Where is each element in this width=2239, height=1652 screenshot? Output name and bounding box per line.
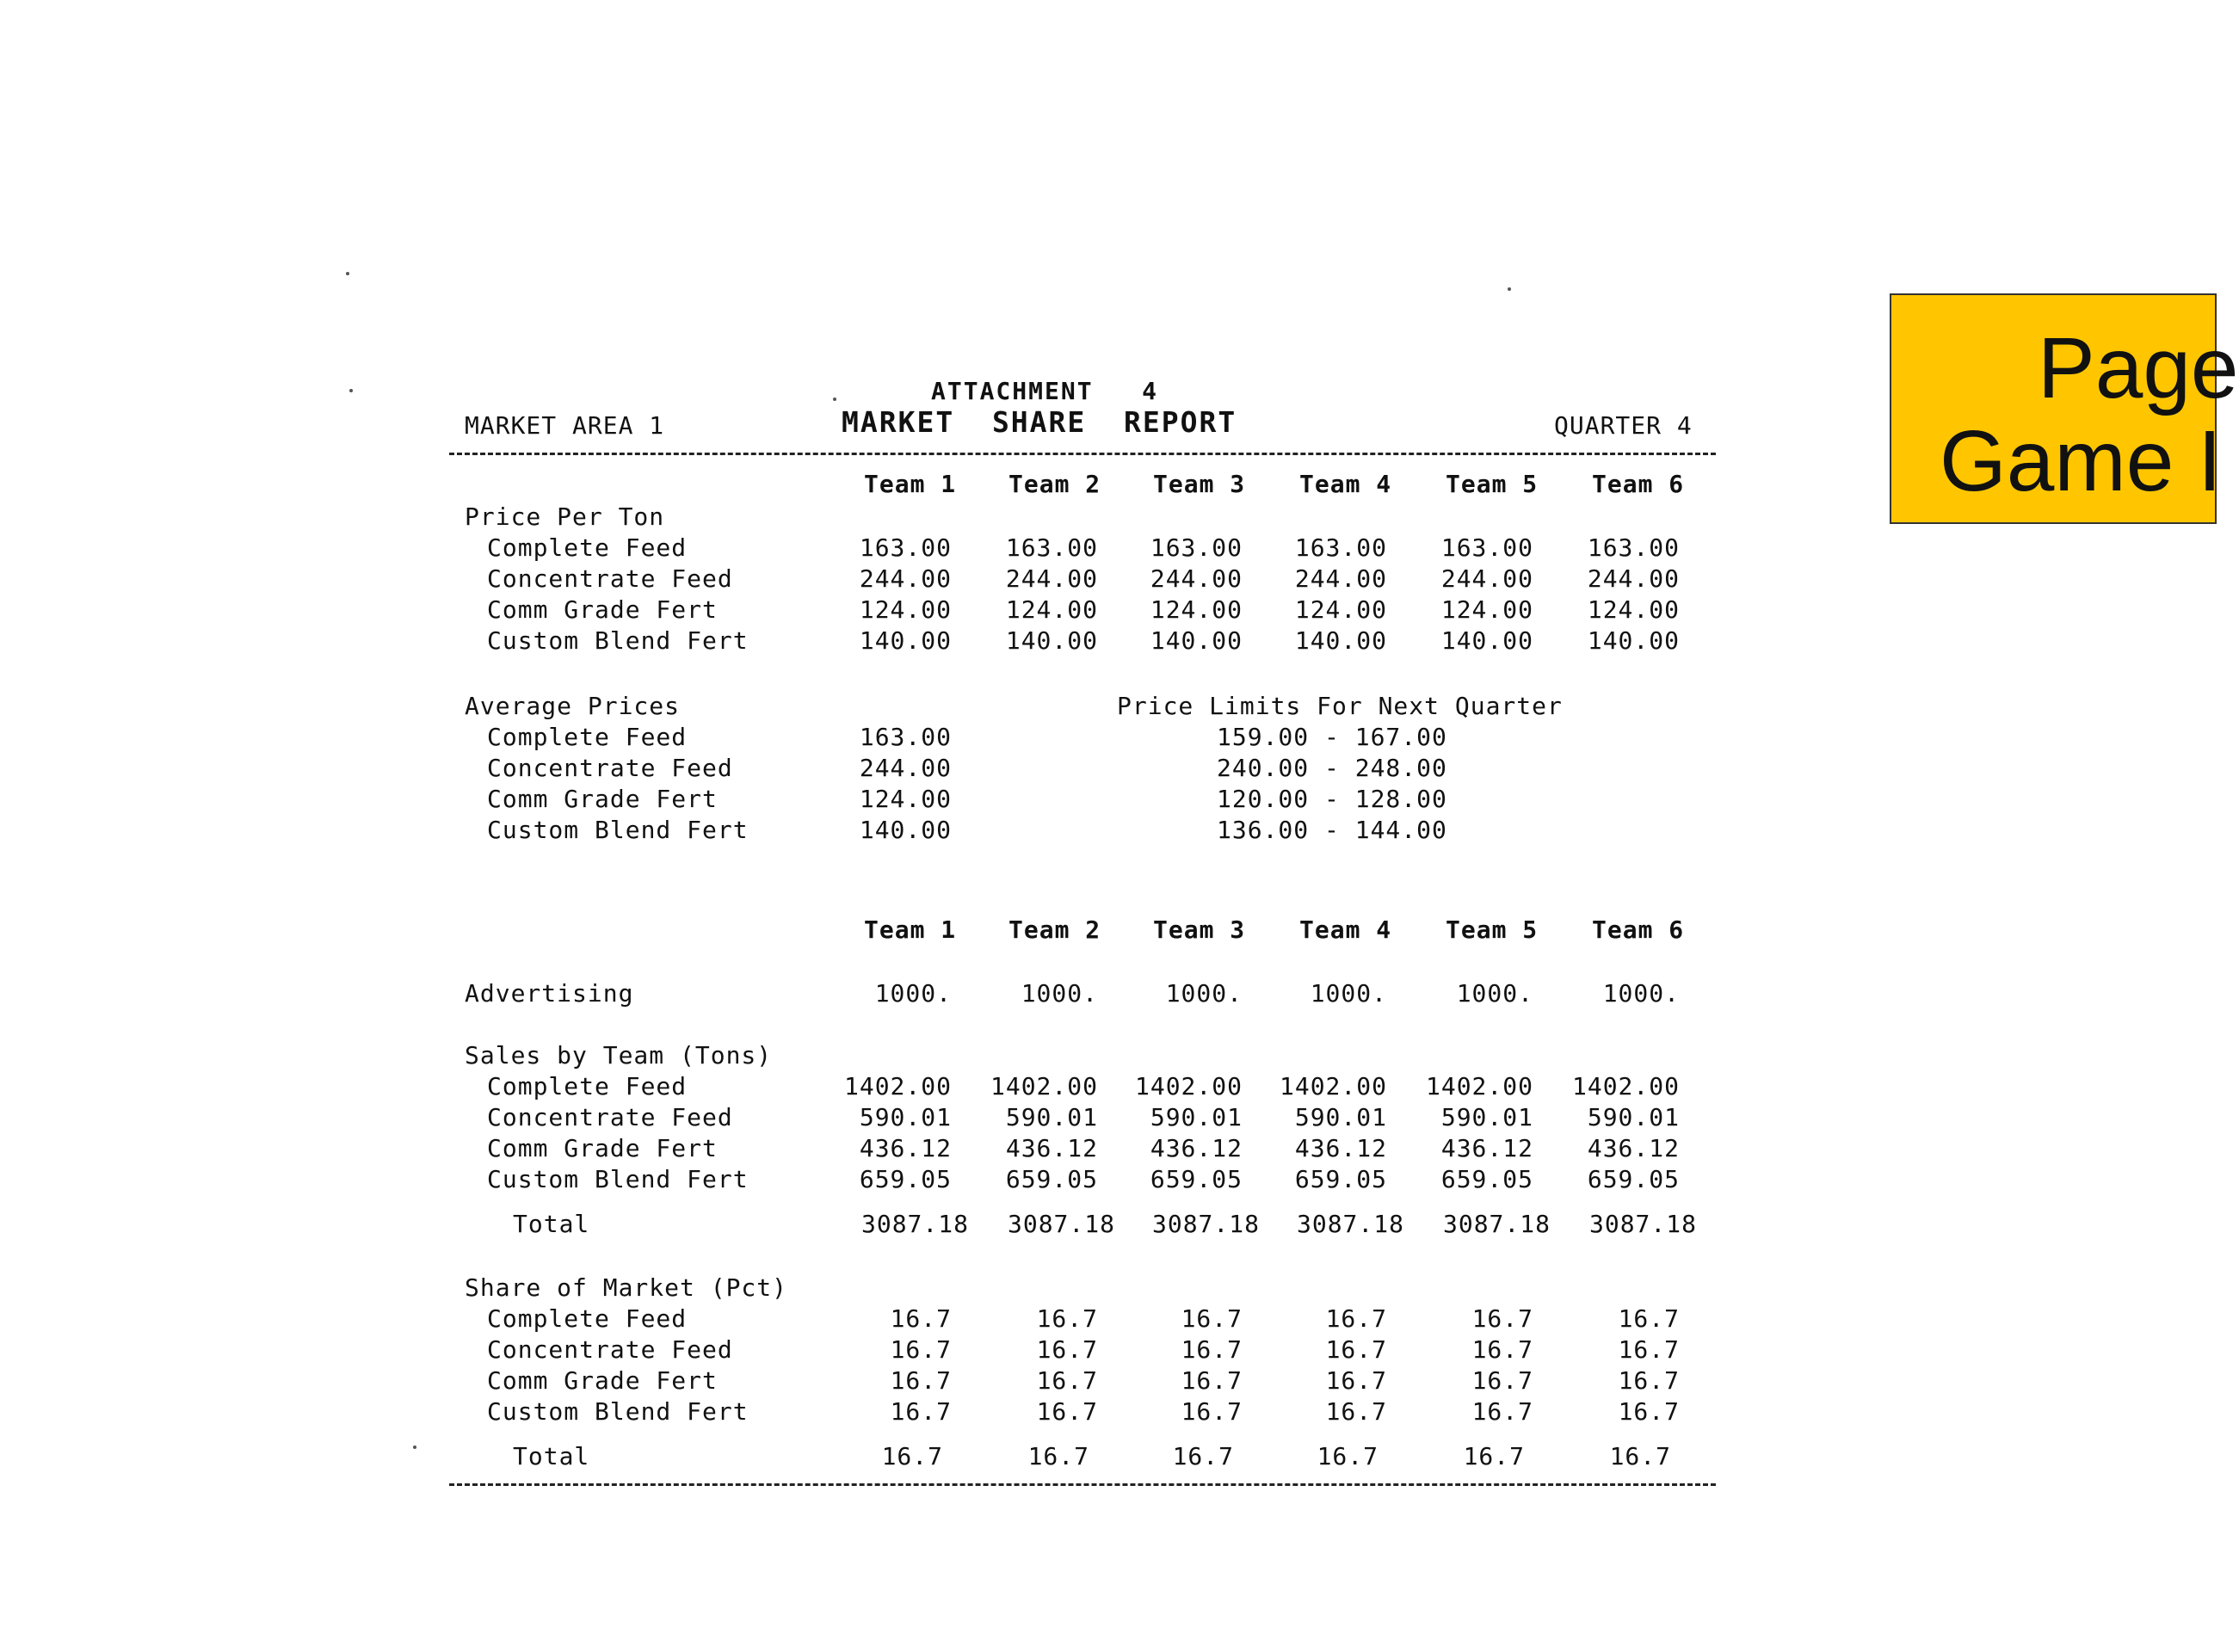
team-header-4: Team 4 — [1299, 915, 1392, 944]
cell-value: 124.00 — [1294, 595, 1387, 624]
market-area-label: MARKET AREA 1 — [465, 411, 665, 440]
team-header-5: Team 5 — [1446, 470, 1539, 498]
team-header-1: Team 1 — [864, 915, 957, 944]
avg-price-value: 244.00 — [859, 754, 952, 782]
cell-value: 124.00 — [1440, 595, 1533, 624]
cell-value: 16.7 — [1181, 1304, 1243, 1333]
share-total-label: Total — [513, 1442, 590, 1470]
cell-value: 140.00 — [1005, 626, 1098, 655]
row-label: Complete Feed — [487, 1072, 688, 1100]
cell-value: 1402.00 — [990, 1072, 1098, 1100]
price-per-ton-heading: Price Per Ton — [465, 502, 665, 531]
cell-value: 436.12 — [1005, 1134, 1098, 1162]
cell-value: 244.00 — [1150, 564, 1243, 593]
team-header-2: Team 2 — [1008, 915, 1101, 944]
team-header-6: Team 6 — [1592, 470, 1685, 498]
price-limits-heading: Price Limits For Next Quarter — [1117, 692, 1563, 720]
row-label: Comm Grade Fert — [487, 595, 718, 624]
cell-value: 659.05 — [1440, 1165, 1533, 1193]
scan-speck — [349, 389, 353, 392]
cell-value: 436.12 — [859, 1134, 952, 1162]
cell-value: 16.7 — [1036, 1397, 1098, 1426]
share-total-value: 16.7 — [1463, 1442, 1525, 1470]
sales-total-value: 3087.18 — [1296, 1210, 1404, 1238]
cell-value: 16.7 — [1618, 1335, 1680, 1364]
callout-line-1: Page — [2038, 320, 2239, 416]
sales-total-value: 3087.18 — [1442, 1210, 1551, 1238]
cell-value: 16.7 — [1471, 1366, 1533, 1395]
cell-value: 16.7 — [1471, 1304, 1533, 1333]
advertising-value: 1000. — [1602, 979, 1680, 1008]
cell-value: 590.01 — [1005, 1103, 1098, 1131]
price-limit-range: 136.00 - 144.00 — [1217, 816, 1447, 844]
cell-value: 16.7 — [1471, 1335, 1533, 1364]
team-header-6: Team 6 — [1592, 915, 1685, 944]
cell-value: 140.00 — [1440, 626, 1533, 655]
cell-value: 244.00 — [1587, 564, 1680, 593]
cell-value: 163.00 — [1440, 533, 1533, 562]
header-rule — [449, 453, 1716, 455]
team-header-1: Team 1 — [864, 470, 957, 498]
team-header-4: Team 4 — [1299, 470, 1392, 498]
cell-value: 1402.00 — [1425, 1072, 1533, 1100]
scan-speck — [1508, 287, 1511, 291]
advertising-label: Advertising — [465, 979, 634, 1008]
cell-value: 16.7 — [1036, 1304, 1098, 1333]
cell-value: 16.7 — [1618, 1366, 1680, 1395]
sales-heading: Sales by Team (Tons) — [465, 1041, 773, 1069]
cell-value: 590.01 — [1587, 1103, 1680, 1131]
sales-total-label: Total — [513, 1210, 590, 1238]
team-header-5: Team 5 — [1446, 915, 1539, 944]
row-label: Custom Blend Fert — [487, 626, 749, 655]
cell-value: 140.00 — [1150, 626, 1243, 655]
cell-value: 140.00 — [1294, 626, 1387, 655]
row-label: Custom Blend Fert — [487, 1165, 749, 1193]
cell-value: 16.7 — [1325, 1366, 1387, 1395]
row-label: Comm Grade Fert — [487, 1366, 718, 1395]
avg-price-value: 124.00 — [859, 785, 952, 813]
cell-value: 16.7 — [890, 1397, 952, 1426]
sales-total-value: 3087.18 — [860, 1210, 969, 1238]
cell-value: 16.7 — [1036, 1335, 1098, 1364]
callout-line-2: Game I — [1940, 413, 2222, 509]
row-label: Complete Feed — [487, 1304, 688, 1333]
cell-value: 16.7 — [1325, 1397, 1387, 1426]
cell-value: 16.7 — [1181, 1366, 1243, 1395]
cell-value: 16.7 — [1181, 1335, 1243, 1364]
cell-value: 163.00 — [1294, 533, 1387, 562]
cell-value: 16.7 — [890, 1304, 952, 1333]
share-total-value: 16.7 — [1609, 1442, 1671, 1470]
team-header-3: Team 3 — [1153, 470, 1246, 498]
cell-value: 436.12 — [1150, 1134, 1243, 1162]
cell-value: 16.7 — [1036, 1366, 1098, 1395]
cell-value: 163.00 — [1587, 533, 1680, 562]
row-label: Concentrate Feed — [487, 1335, 733, 1364]
avg-row-label: Comm Grade Fert — [487, 785, 718, 813]
cell-value: 124.00 — [1150, 595, 1243, 624]
cell-value: 1402.00 — [843, 1072, 952, 1100]
row-label: Concentrate Feed — [487, 564, 733, 593]
team-header-2: Team 2 — [1008, 470, 1101, 498]
advertising-value: 1000. — [1456, 979, 1533, 1008]
avg-row-label: Complete Feed — [487, 723, 688, 751]
report-title: MARKET SHARE REPORT — [842, 405, 1237, 439]
price-limit-range: 240.00 - 248.00 — [1217, 754, 1447, 782]
price-limit-range: 120.00 - 128.00 — [1217, 785, 1447, 813]
cell-value: 163.00 — [1150, 533, 1243, 562]
cell-value: 1402.00 — [1279, 1072, 1387, 1100]
price-limit-range: 159.00 - 167.00 — [1217, 723, 1447, 751]
cell-value: 16.7 — [1181, 1397, 1243, 1426]
share-total-value: 16.7 — [1317, 1442, 1379, 1470]
cell-value: 244.00 — [1294, 564, 1387, 593]
advertising-value: 1000. — [1310, 979, 1387, 1008]
page-callout-box — [1890, 293, 2239, 524]
avg-price-value: 140.00 — [859, 816, 952, 844]
cell-value: 16.7 — [890, 1335, 952, 1364]
attachment-label: ATTACHMENT 4 — [931, 377, 1159, 405]
cell-value: 140.00 — [1587, 626, 1680, 655]
share-total-value: 16.7 — [1172, 1442, 1234, 1470]
cell-value: 659.05 — [859, 1165, 952, 1193]
sales-total-value: 3087.18 — [1007, 1210, 1115, 1238]
cell-value: 124.00 — [1005, 595, 1098, 624]
cell-value: 659.05 — [1587, 1165, 1680, 1193]
advertising-value: 1000. — [874, 979, 952, 1008]
average-prices-heading: Average Prices — [465, 692, 681, 720]
cell-value: 244.00 — [859, 564, 952, 593]
share-total-value: 16.7 — [881, 1442, 943, 1470]
cell-value: 140.00 — [859, 626, 952, 655]
cell-value: 1402.00 — [1571, 1072, 1680, 1100]
cell-value: 244.00 — [1440, 564, 1533, 593]
cell-value: 163.00 — [1005, 533, 1098, 562]
row-label: Concentrate Feed — [487, 1103, 733, 1131]
scan-speck — [833, 398, 836, 401]
row-label: Complete Feed — [487, 533, 688, 562]
cell-value: 436.12 — [1294, 1134, 1387, 1162]
sales-total-value: 3087.18 — [1588, 1210, 1697, 1238]
cell-value: 590.01 — [1150, 1103, 1243, 1131]
scan-speck — [413, 1446, 416, 1449]
scan-speck — [346, 272, 349, 275]
row-label: Custom Blend Fert — [487, 1397, 749, 1426]
avg-price-value: 163.00 — [859, 723, 952, 751]
cell-value: 244.00 — [1005, 564, 1098, 593]
cell-value: 16.7 — [1618, 1304, 1680, 1333]
avg-row-label: Concentrate Feed — [487, 754, 733, 782]
advertising-value: 1000. — [1021, 979, 1098, 1008]
cell-value: 16.7 — [890, 1366, 952, 1395]
cell-value: 436.12 — [1440, 1134, 1533, 1162]
sales-total-value: 3087.18 — [1151, 1210, 1260, 1238]
cell-value: 16.7 — [1325, 1335, 1387, 1364]
cell-value: 590.01 — [1440, 1103, 1533, 1131]
quarter-label: QUARTER 4 — [1554, 411, 1693, 440]
cell-value: 436.12 — [1587, 1134, 1680, 1162]
cell-value: 16.7 — [1471, 1397, 1533, 1426]
cell-value: 1402.00 — [1134, 1072, 1243, 1100]
avg-row-label: Custom Blend Fert — [487, 816, 749, 844]
cell-value: 659.05 — [1005, 1165, 1098, 1193]
share-total-value: 16.7 — [1027, 1442, 1089, 1470]
share-heading: Share of Market (Pct) — [465, 1273, 788, 1302]
team-header-3: Team 3 — [1153, 915, 1246, 944]
cell-value: 163.00 — [859, 533, 952, 562]
cell-value: 659.05 — [1294, 1165, 1387, 1193]
cell-value: 124.00 — [859, 595, 952, 624]
cell-value: 16.7 — [1325, 1304, 1387, 1333]
footer-rule — [449, 1483, 1716, 1486]
cell-value: 659.05 — [1150, 1165, 1243, 1193]
cell-value: 16.7 — [1618, 1397, 1680, 1426]
cell-value: 590.01 — [1294, 1103, 1387, 1131]
advertising-value: 1000. — [1165, 979, 1243, 1008]
row-label: Comm Grade Fert — [487, 1134, 718, 1162]
cell-value: 590.01 — [859, 1103, 952, 1131]
cell-value: 124.00 — [1587, 595, 1680, 624]
